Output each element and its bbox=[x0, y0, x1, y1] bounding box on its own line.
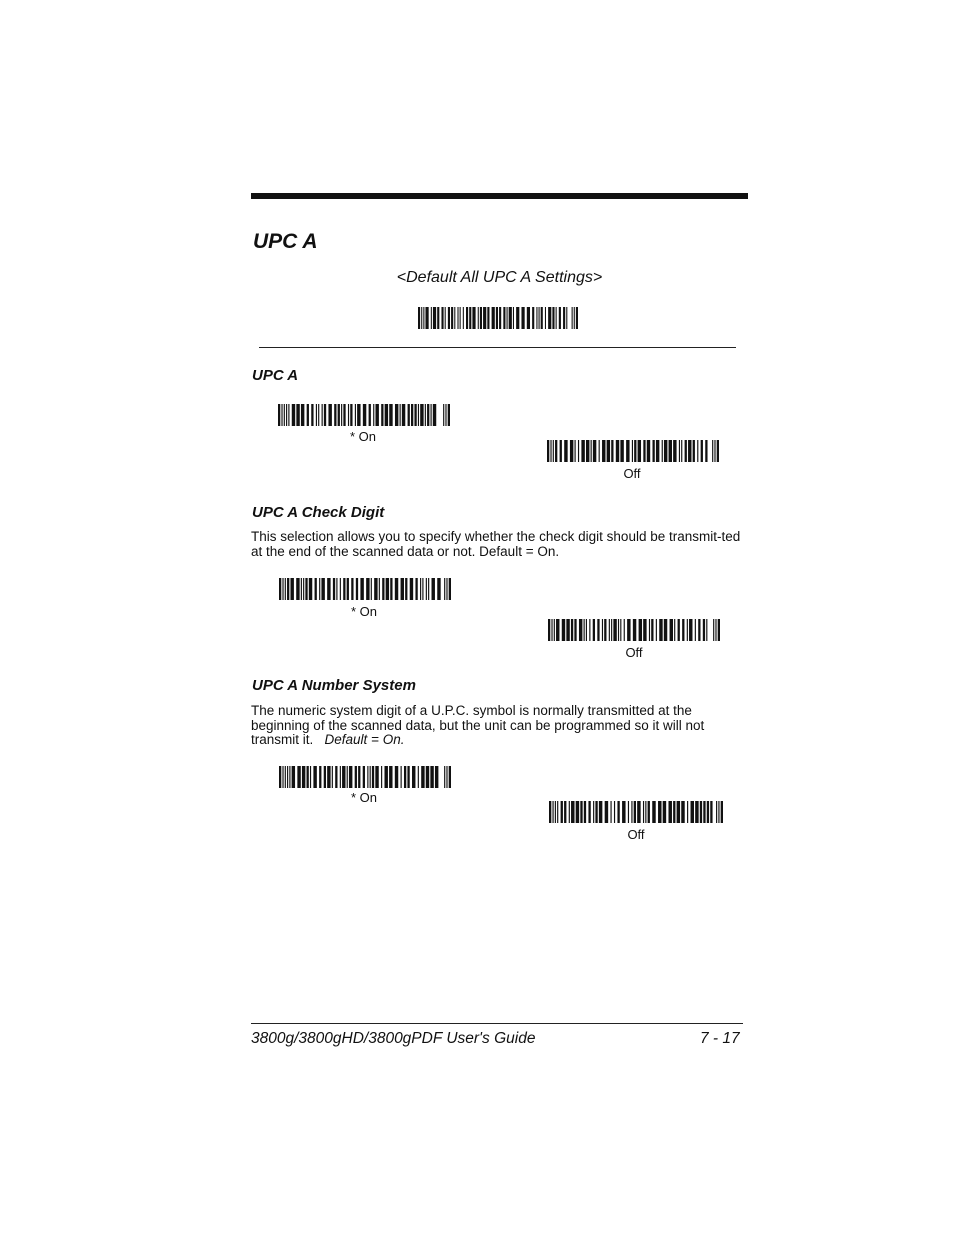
number-system-heading: UPC A Number System bbox=[252, 677, 416, 694]
number-system-description: The numeric system digit of a U.P.C. symbol is normally transmitted at the beginning of the scanned data, but the unit can be programmed so it will not transmit it. Default = On. bbox=[251, 703, 705, 747]
page-title: UPC A bbox=[253, 230, 318, 253]
default-all-label: <Default All UPC A Settings> bbox=[396, 269, 603, 286]
default-all-barcode[interactable] bbox=[418, 307, 578, 329]
check-digit-on-label: * On bbox=[350, 604, 377, 619]
upca-heading: UPC A bbox=[252, 367, 299, 384]
check-digit-description: This selection allows you to specify whether the check digit should be transmit-ted at the end of the scanned data or not. Default = On. bbox=[251, 529, 741, 559]
footer-page-number: 7 - 17 bbox=[700, 1030, 740, 1047]
number-system-on-barcode[interactable] bbox=[279, 766, 451, 788]
footer-rule bbox=[251, 1023, 743, 1024]
upca-on-barcode[interactable] bbox=[278, 404, 450, 426]
upca-off-label: Off bbox=[623, 466, 641, 481]
section-divider bbox=[259, 347, 736, 348]
number-system-default-note: Default = On. bbox=[324, 732, 405, 747]
check-digit-off-barcode[interactable] bbox=[548, 619, 720, 641]
footer-guide-title: 3800g/3800gHD/3800gPDF User's Guide bbox=[251, 1030, 536, 1047]
number-system-on-label: * On bbox=[350, 790, 377, 805]
upca-on-label: * On bbox=[349, 429, 376, 444]
check-digit-off-label: Off bbox=[625, 645, 643, 660]
upca-off-barcode[interactable] bbox=[547, 440, 719, 462]
check-digit-heading: UPC A Check Digit bbox=[252, 504, 385, 521]
number-system-off-label: Off bbox=[627, 827, 645, 842]
number-system-off-barcode[interactable] bbox=[549, 801, 723, 823]
top-rule bbox=[251, 193, 748, 199]
check-digit-on-barcode[interactable] bbox=[279, 578, 451, 600]
